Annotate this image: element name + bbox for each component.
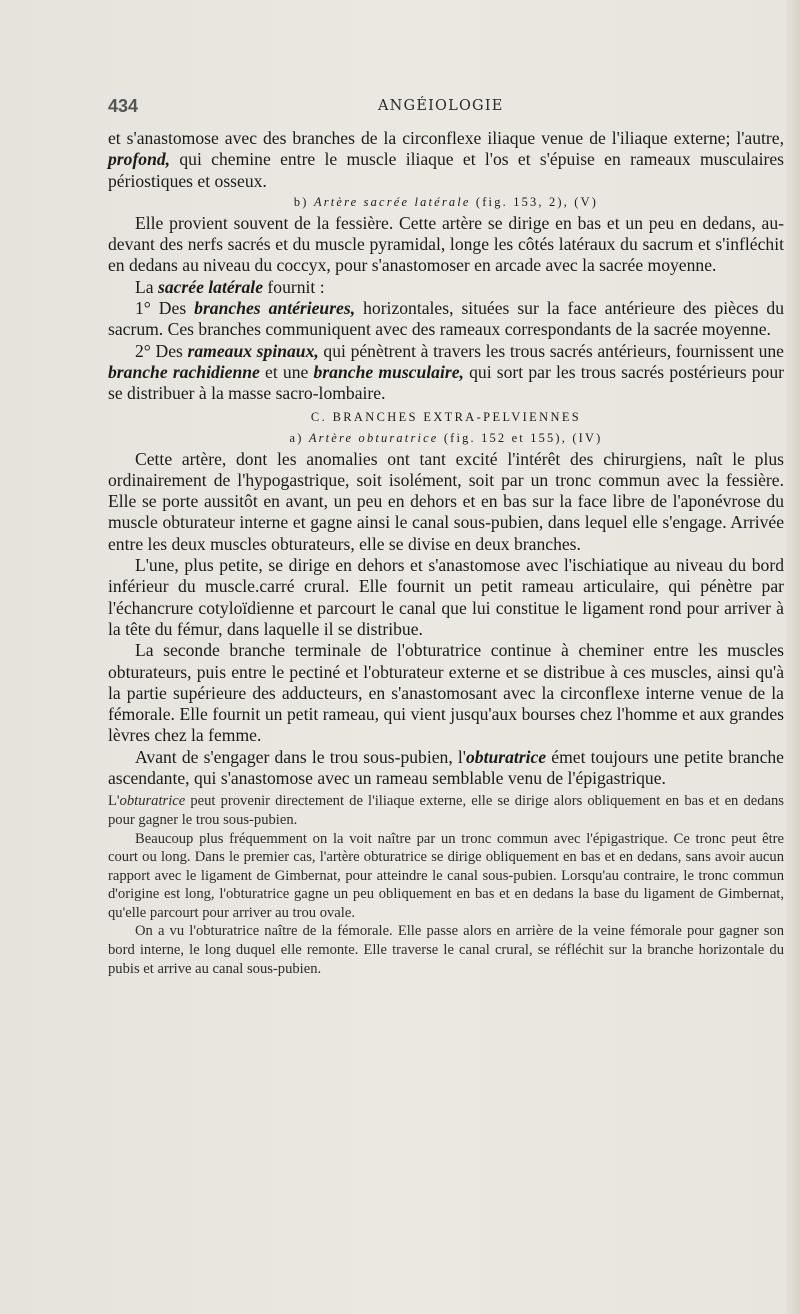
section-heading: a) Artère obturatrice (fig. 152 et 155), (IV) (289, 430, 603, 445)
paragraph: Cette artère, dont les anomalies ont tant excité l'intérêt des chirurgiens, naît le plus ordinairement de l'hypogastrique, soit isolément, soit par un tronc commun avec la fessière. Elle se porte aussitôt en avant, un peu en dehors et en bas sur la face libre de l'aponévrose du muscle obturateur interne et gagne ainsi le canal sous-pubien, dans lequel elle s'engage. Arrivée entre les deux muscles obturateurs, elle se divise en deux branches. (108, 448, 784, 554)
small-print-paragraph: On a vu l'obturatrice naître de la fémorale. Elle passe alors en arrière de la veine fémorale pour gagner son bord interne, le long duquel elle remonte. Elle traverse le canal crural, se réfléchit sur la branche horizontale du pubis et arrive au canal sous-pubien. (108, 923, 784, 977)
small-print-paragraph: L'obturatrice peut provenir directement de l'iliaque externe, elle se dirige alors obliquement en bas et en dedans pour gagner le trou sous-pubien. (108, 793, 784, 828)
paragraph: La seconde branche terminale de l'obturatrice continue à cheminer entre les muscles obturateurs, puis entre le pectiné et l'obturateur externe et se distribue à ces muscles, ainsi qu'à la partie supérieure des adducteurs, en s'anastomosant avec la circonflexe interne venue de la fémorale. Elle fournit un petit rameau, qui vient jusqu'aux bourses chez l'homme et aux grandes lèvres chez la femme. (108, 640, 784, 746)
running-title: ANGÉIOLOGIE (378, 98, 504, 114)
paragraph: La sacrée latérale fournit : (135, 276, 325, 297)
paragraph: L'une, plus petite, se dirige en dehors et s'anastomose avec l'ischiatique au niveau du bord inférieur du muscle.carré crural. Elle fournit un petit rameau articulaire, qui pénètre par l'échancrure cotyloïdienne et parcourt le canal que lui constitue le ligament rond pour arriver à la tête du fémur, dans laquelle il se distribue. (108, 555, 784, 639)
section-heading: b) Artère sacrée latérale (fig. 153, 2), (V) (293, 194, 599, 209)
paragraph: Elle provient souvent de la fessière. Cette artère se dirige en bas et un peu en dedans, au-devant des nerfs sacrés et du muscle pyramidal, longe les côtés latéraux du sacrum et s'infléchit en dedans au niveau du coccyx, pour s'anastomoser en arcade avec la sacrée moyenne. (108, 212, 784, 276)
paragraph: 1° Des branches antérieures, horizontales, situées sur la face antérieure des pièces du sacrum. Ces branches communiquent avec des rameaux correspondants de la sacrée moyenne. (108, 298, 784, 340)
section-heading: C. BRANCHES EXTRA-PELVIENNES (310, 409, 582, 424)
small-print-paragraph: Beaucoup plus fréquemment on la voit naître par un tronc commun avec l'épigastrique. Ce tronc peut être court ou long. Dans le premier cas, l'artère obturatrice se dirige obliquement en bas et en dedans, sans avoir aucun rapport avec le ligament de Gimbernat, pour atteindre le canal sous-pubien. Lorsqu'au contraire, le tronc commun d'origine est long, l'obturatrice gagne un peu obliquement en bas et en dedans la base du ligament de Gimbernat, qu'elle parcourt pour arriver au trou ovale. (108, 830, 784, 921)
paragraph: et s'anastomose avec des branches de la circonflexe iliaque venue de l'iliaque externe; l'autre, profond, qui chemine entre le muscle iliaque et l'os et s'épuise en rameaux musculaires périostiques et osseux. (108, 128, 784, 191)
page-number: 434 (108, 96, 139, 116)
page-body (108, 128, 784, 978)
paragraph: 2° Des rameaux spinaux, qui pénètrent à travers les trous sacrés antérieurs, fournissent une branche rachidienne et une branche musculaire, qui sort par les trous sacrés postérieurs pour se distribuer à la masse sacro-lombaire. (108, 340, 784, 404)
page-header (108, 96, 784, 116)
page-edge (786, 0, 800, 1314)
paragraph: Avant de s'engager dans le trou sous-pubien, l'obturatrice émet toujours une petite branche ascendante, qui s'anastomose avec un rameau semblable venu de l'épigastrique. (108, 746, 784, 789)
